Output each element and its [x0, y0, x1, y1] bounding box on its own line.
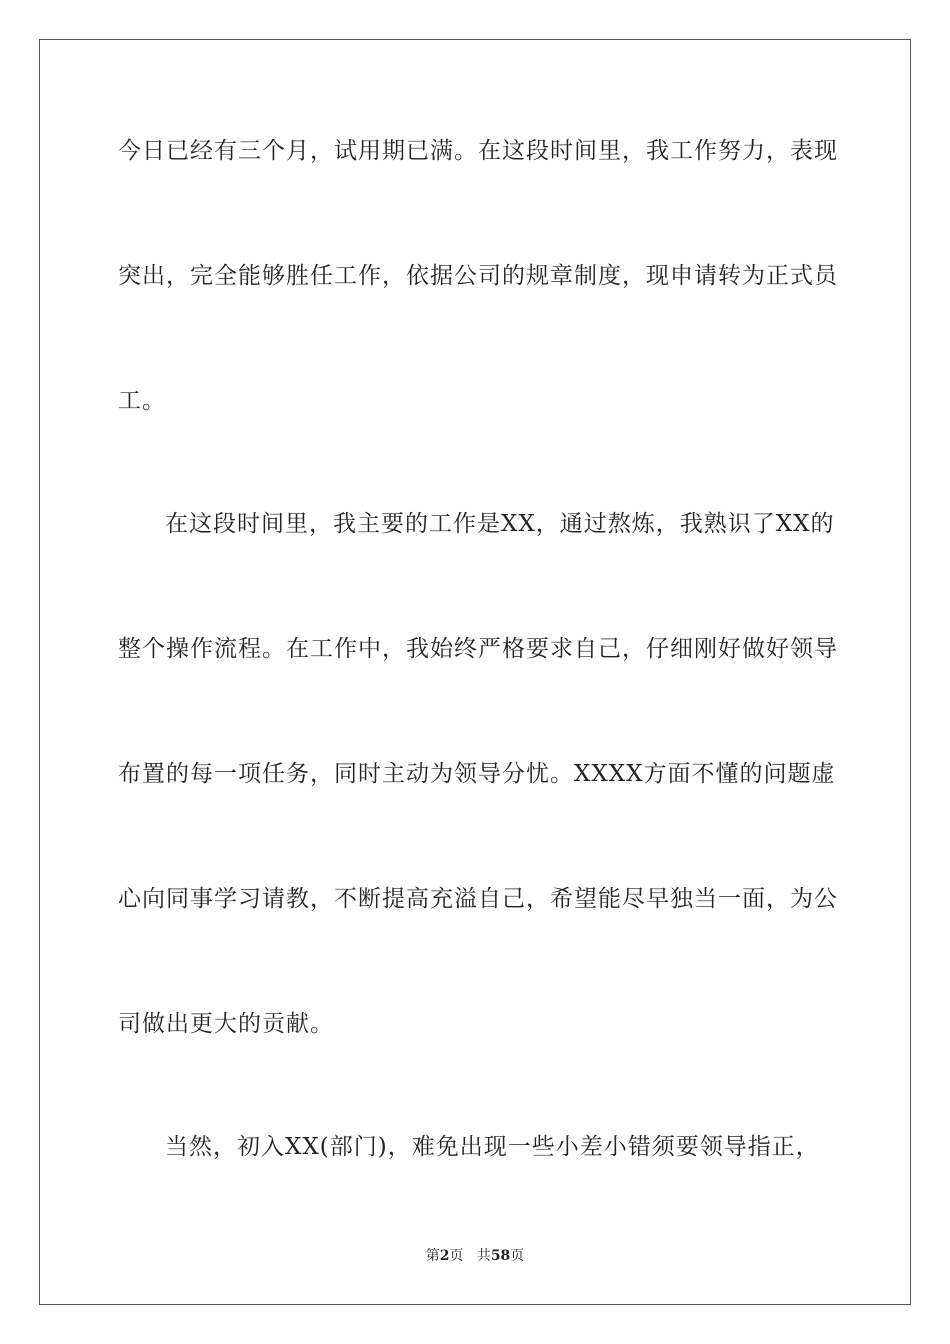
- paragraph-line: 布置的每一项任务，同时主动为领导分忧。XXXX方面不懂的问题虚: [118, 761, 836, 787]
- page-border: [39, 39, 911, 1305]
- page-prefix: 第: [425, 1248, 440, 1264]
- page-number: 2: [439, 1248, 450, 1264]
- paragraph-line: 工。: [118, 388, 166, 414]
- total-suffix: 页: [510, 1248, 525, 1264]
- total-prefix: 共: [476, 1248, 491, 1264]
- page-footer: [0, 1246, 950, 1266]
- paragraph-line: 突出，完全能够胜任工作，依据公司的规章制度，现申请转为正式员: [118, 263, 838, 289]
- paragraph-line: 今日已经有三个月，试用期已满。在这段时间里，我工作努力，表现: [118, 138, 838, 164]
- paragraph-line: 司做出更大的贡献。: [118, 1011, 334, 1037]
- paragraph-line: 当然，初入XX(部门)，难免出现一些小差小错须要领导指正，: [165, 1134, 820, 1160]
- page-suffix: 页: [449, 1248, 464, 1264]
- total-pages: 58: [490, 1248, 511, 1264]
- paragraph-line: 在这段时间里，我主要的工作是XX，通过熬炼，我熟识了XX的: [165, 511, 835, 537]
- paragraph-line: 整个操作流程。在工作中，我始终严格要求自己，仔细刚好做好领导: [118, 636, 838, 662]
- paragraph-line: 心向同事学习请教，不断提高充溢自己，希望能尽早独当一面，为公: [118, 886, 838, 912]
